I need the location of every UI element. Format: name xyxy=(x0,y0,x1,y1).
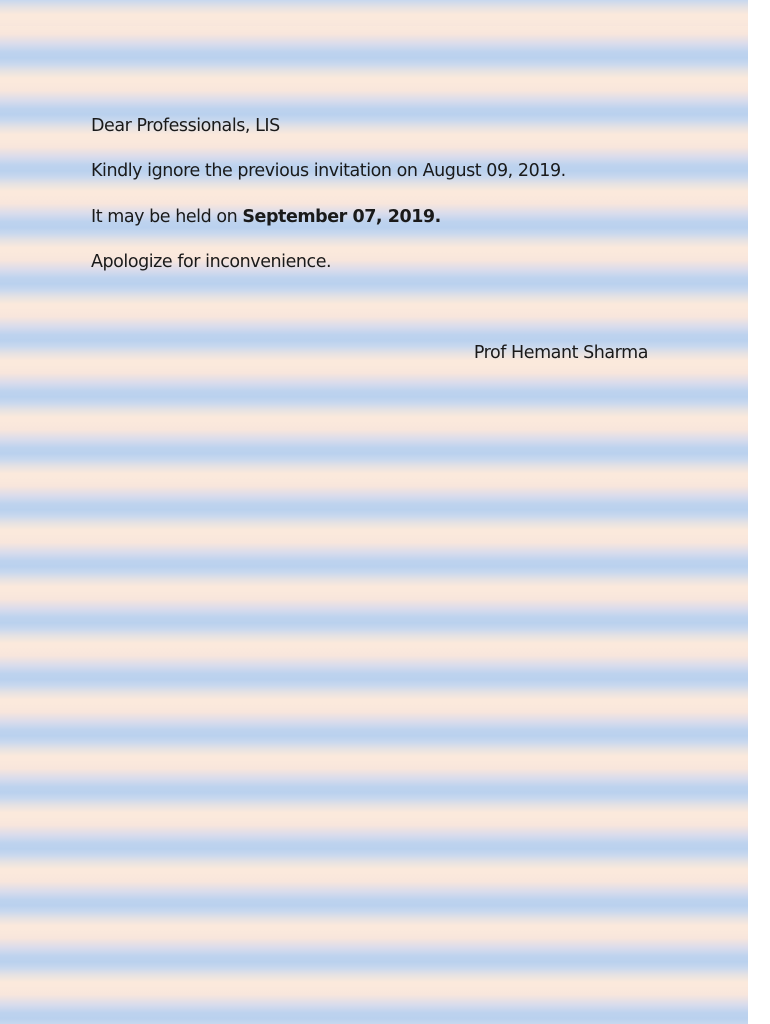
ignore-previous-invitation-text: Kindly ignore the previous invitation on August 09, 2019. xyxy=(91,161,566,181)
new-date-prefix: It may be held on xyxy=(91,207,243,227)
apology-text: Apologize for inconvenience. xyxy=(91,252,332,272)
new-date-text xyxy=(91,207,441,227)
greeting-text: Dear Professionals, LIS xyxy=(91,116,280,136)
page-margin xyxy=(748,0,770,1024)
new-date-value: September 07, 2019. xyxy=(242,207,441,227)
signature: Prof Hemant Sharma xyxy=(473,343,648,363)
